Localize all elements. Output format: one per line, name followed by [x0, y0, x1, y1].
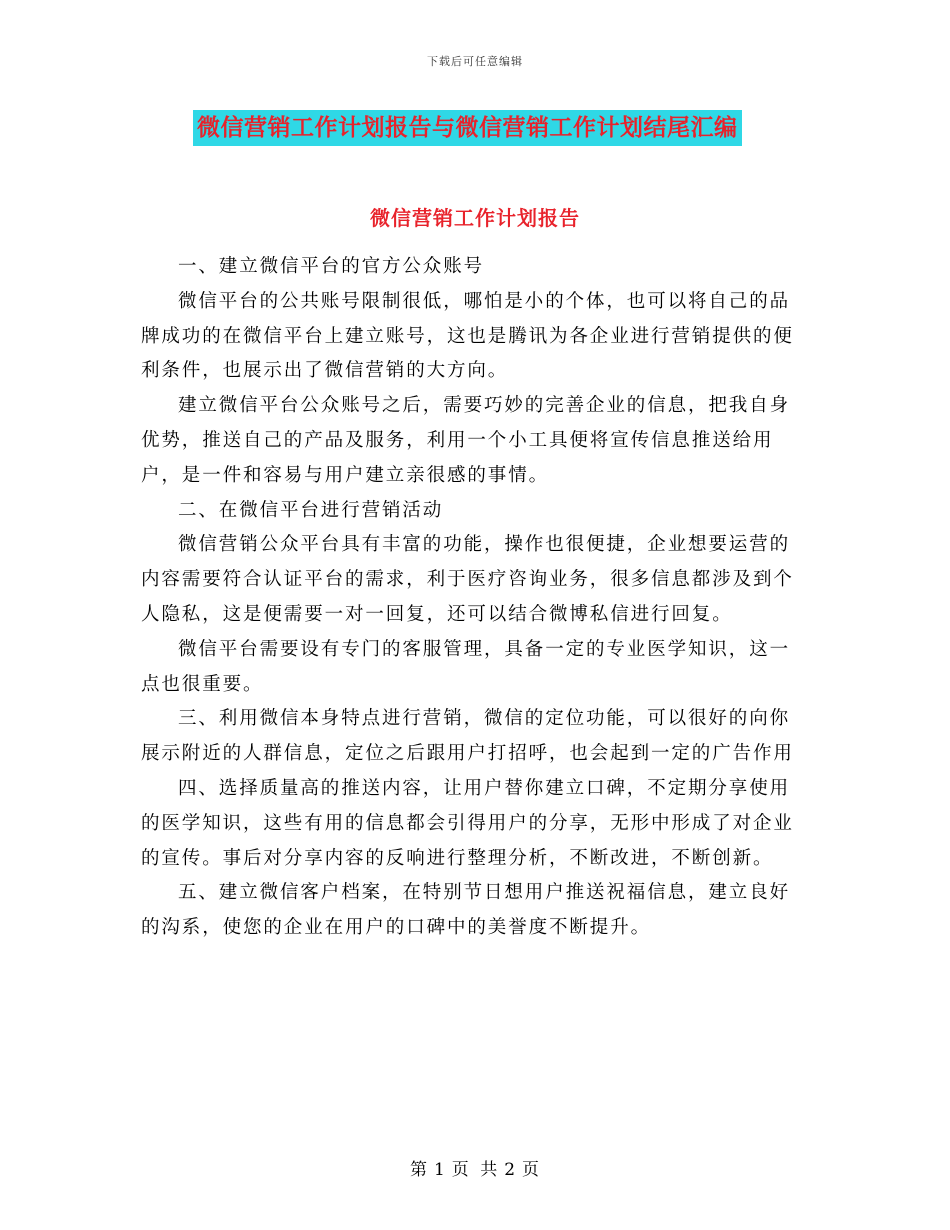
paragraph: 微信平台的公共账号限制很低，哪怕是小的个体，也可以将自己的品牌成功的在微信平台上建立账号，这也是腾讯为各企业进行营销提供的便利条件，也展示出了微信营销的大方向。: [141, 290, 794, 382]
paragraph-heading-5: 五、建立微信客户档案，在特别节日想用户推送祝福信息，建立良好的沟系，使您的企业在用户的口碑中的美誉度不断提升。: [141, 882, 791, 939]
page-label-middle: 页 共: [451, 1160, 499, 1180]
paragraph: 微信营销公众平台具有丰富的功能，操作也很便捷，企业想要运营的内容需要符合认证平台的需求，利于医疗咨询业务，很多信息都涉及到个人隐私，这是便需要一对一回复，还可以结合微博私信进行回复。: [141, 534, 794, 625]
paragraph-heading-2: 二、在微信平台进行营销活动: [178, 499, 444, 521]
page-footer: [0, 1155, 950, 1180]
page-number-total: 2: [504, 1160, 517, 1180]
header-note: 下载后可任意编辑: [427, 55, 523, 68]
paragraph: 微信平台需要设有专门的客服管理，具备一定的专业医学知识，这一点也很重要。: [141, 638, 791, 695]
document-body: [141, 250, 797, 946]
page-label-suffix: 页: [522, 1160, 541, 1180]
paragraph-heading-4: 四、选择质量高的推送内容，让用户替你建立口碑，不定期分享使用的医学知识，这些有用的信息都会引得用户的分享，无形中形成了对企业的宣传。事后对分享内容的反响进行整理分析，不断改进，不断创新。: [141, 777, 794, 869]
section-title: 微信营销工作计划报告: [370, 206, 580, 230]
page-number-current: 1: [433, 1160, 446, 1180]
page-label-prefix: 第: [409, 1160, 428, 1180]
paragraph-heading-1: 一、建立微信平台的官方公众账号: [178, 256, 485, 277]
paragraph-heading-3: 三、利用微信本身特点进行营销，微信的定位功能，可以很好的向你展示附近的人群信息，定位之后跟用户打招呼，也会起到一定的广告作用: [141, 708, 794, 765]
document-title: 微信营销工作计划报告与微信营销工作计划结尾汇编: [193, 110, 742, 146]
paragraph: 建立微信平台公众账号之后，需要巧妙的完善企业的信息，把我自身优势，推送自己的产品及服务，利用一个小工具便将宣传信息推送给用户，是一件和容易与用户建立亲很感的事情。: [141, 395, 791, 486]
